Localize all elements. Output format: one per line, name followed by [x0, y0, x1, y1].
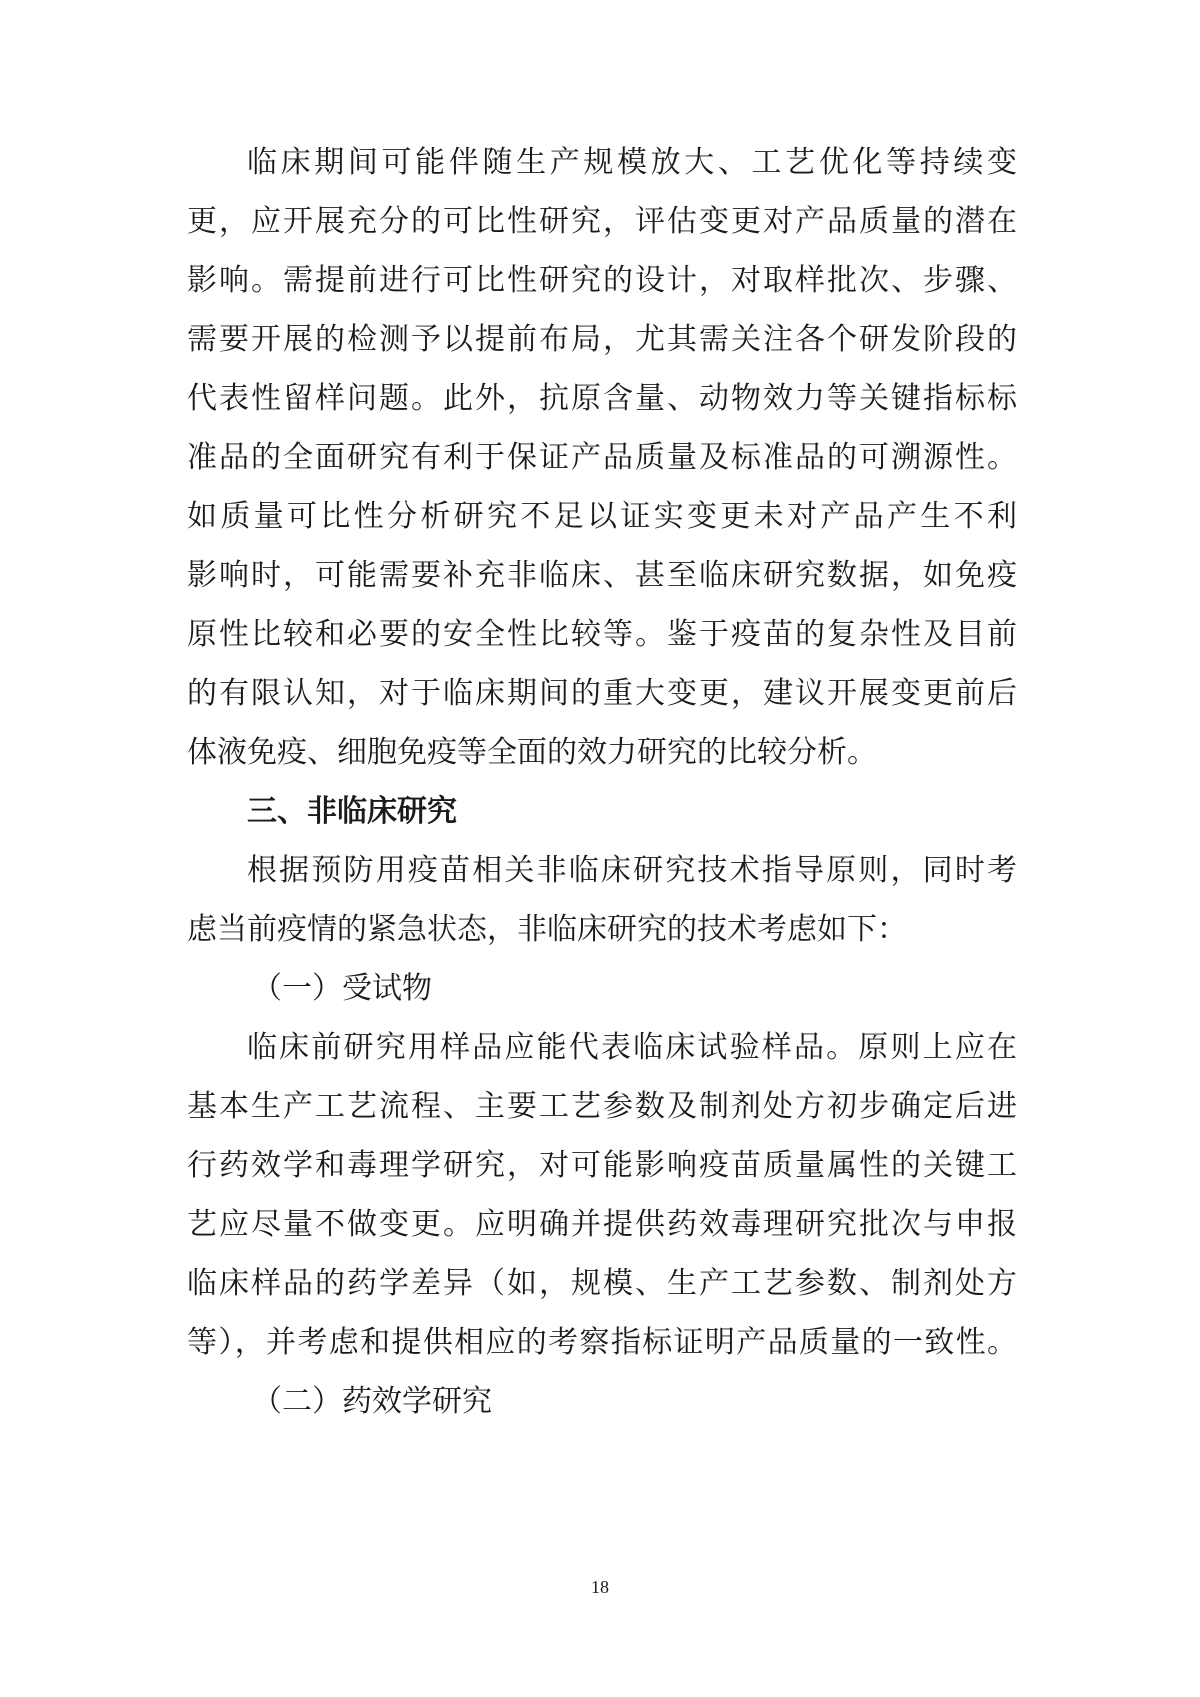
paragraph-line: 行药效学和毒理学研究，对可能影响疫苗质量属性的关键工 — [187, 1148, 1017, 1183]
paragraph-line: 影响。需提前进行可比性研究的设计，对取样批次、步骤、 — [187, 263, 1017, 298]
paragraph-line: 临床前研究用样品应能代表临床试验样品。原则上应在 — [247, 1030, 1017, 1065]
paragraph-line: 临床样品的药学差异（如，规模、生产工艺参数、制剂处方 — [187, 1266, 1017, 1301]
paragraph-line: 根据预防用疫苗相关非临床研究技术指导原则，同时考 — [247, 853, 1017, 888]
paragraph-line: 体液免疫、细胞免疫等全面的效力研究的比较分析。 — [187, 735, 877, 770]
paragraph-line: 的有限认知，对于临床期间的重大变更，建议开展变更前后 — [187, 676, 1017, 711]
paragraph-line: 准品的全面研究有利于保证产品质量及标准品的可溯源性。 — [187, 440, 1017, 475]
paragraph-line: 代表性留样问题。此外，抗原含量、动物效力等关键指标标 — [187, 381, 1017, 416]
paragraph-line: 艺应尽量不做变更。应明确并提供药效毒理研究批次与申报 — [187, 1207, 1017, 1242]
paragraph-line: 原性比较和必要的安全性比较等。鉴于疫苗的复杂性及目前 — [187, 617, 1017, 652]
paragraph-line: 基本生产工艺流程、主要工艺参数及制剂处方初步确定后进 — [187, 1089, 1017, 1124]
paragraph-line: 影响时，可能需要补充非临床、甚至临床研究数据，如免疫 — [187, 558, 1017, 593]
paragraph-line: 如质量可比性分析研究不足以证实变更未对产品产生不利 — [187, 499, 1017, 534]
paragraph-line: 等），并考虑和提供相应的考察指标证明产品质量的一致性。 — [187, 1325, 1017, 1360]
subheading: （一）受试物 — [252, 971, 432, 1006]
paragraph-line: 虑当前疫情的紧急状态，非临床研究的技术考虑如下： — [187, 912, 907, 947]
page-number: 18 — [591, 1577, 609, 1597]
paragraph-line: 更，应开展充分的可比性研究，评估变更对产品质量的潜在 — [187, 204, 1017, 239]
paragraph-line: 临床期间可能伴随生产规模放大、工艺优化等持续变 — [247, 145, 1017, 180]
paragraph-line: 需要开展的检测予以提前布局，尤其需关注各个研发阶段的 — [187, 322, 1017, 357]
section-heading: 三、非临床研究 — [247, 794, 457, 829]
subheading: （二）药效学研究 — [252, 1384, 492, 1419]
